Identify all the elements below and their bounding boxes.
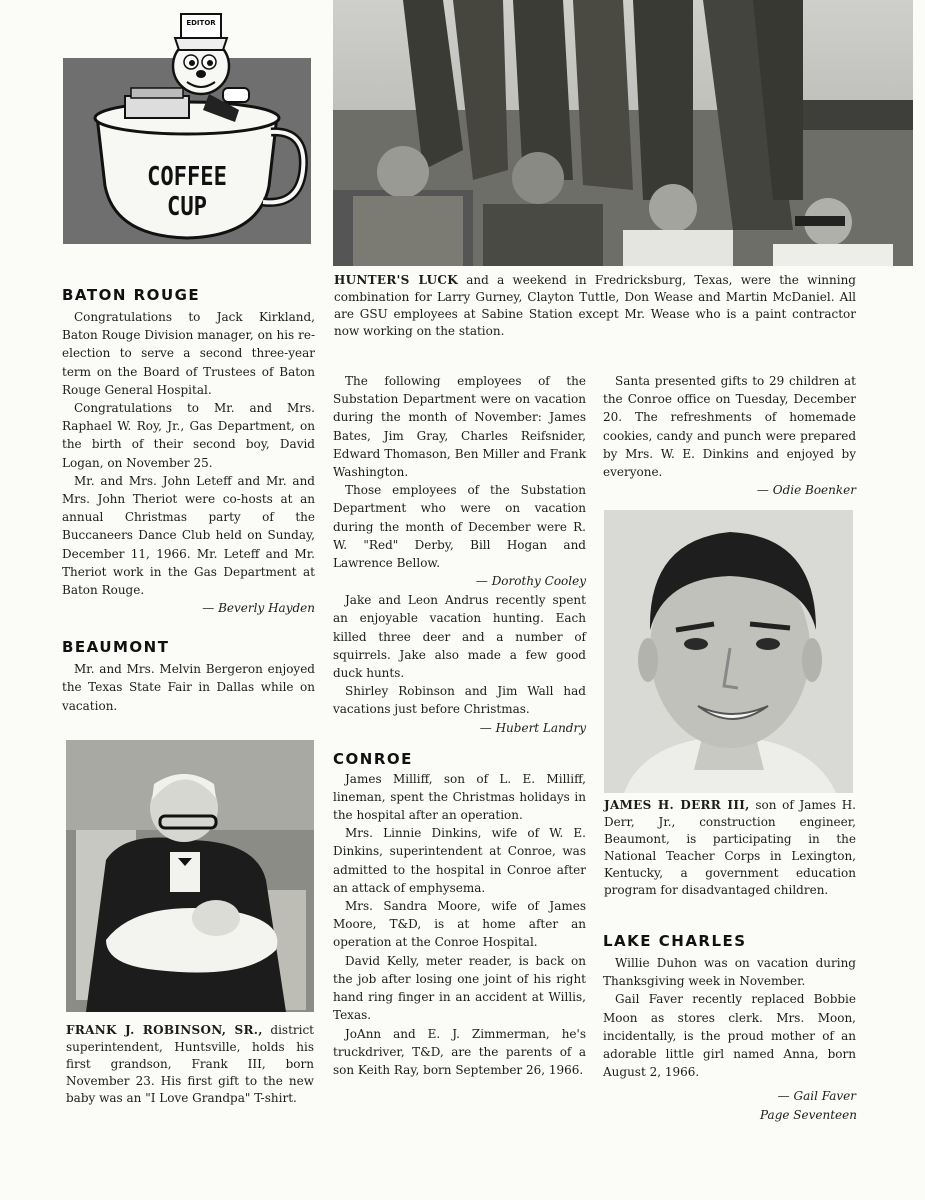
heading-lake-charles: LAKE CHARLES xyxy=(603,932,747,950)
substation-paragraph-1: The following employees of the Substation Department were on vacation during the month of November: James Bates, Jim Gray, Charles Reifsnider, Edward Thomason, Ben Miller and Frank Washington. xyxy=(333,374,586,480)
derr-portrait-photo xyxy=(604,510,853,793)
hunters-caption xyxy=(334,272,856,340)
hunters-caption-lead: HUNTER'S LUCK xyxy=(334,273,458,287)
derr-caption xyxy=(604,797,856,899)
conroe-paragraph-1: James Milliff, son of L. E. Milliff, lineman, spent the Christmas holidays in the hospital after an operation. xyxy=(333,771,586,823)
column-right xyxy=(603,372,856,500)
page-number: Page Seventeen xyxy=(760,1108,857,1122)
substation-paragraph-4: Shirley Robinson and Jim Wall had vacations just before Christmas. xyxy=(333,684,586,717)
logo-title xyxy=(119,162,255,222)
column-left xyxy=(62,286,315,715)
hunters-caption-text: and a weekend in Fredricksburg, Texas, were the winning combination for Larry Gurney, Clayton Tuttle, Don Wease and Martin McDaniel. All are GSU employees at Sabine Station except Mr. Wease who is a paint contractor now working on the station. xyxy=(334,273,856,338)
lake-charles-paragraph-1: Willie Duhon was on vacation during Thanksgiving week in November. xyxy=(603,956,856,989)
hunters-photo xyxy=(333,0,913,266)
lake-charles-signature: — Gail Faver xyxy=(777,1089,856,1104)
substation-paragraph-3: Jake and Leon Andrus recently spent an enjoyable vacation hunting. Each killed three deer and a number of squirrels. Jake also made a few good duck hunts. xyxy=(333,593,586,681)
baton-rouge-signature: — Beverly Hayden xyxy=(202,601,315,616)
column-middle xyxy=(333,372,586,1079)
baton-rouge-paragraph-3: Mr. and Mrs. John Leteff and Mr. and Mrs. John Theriot were co-hosts at an annual Christmas party of the Buccaneers Dance Club held on Sunday, December 11, 1966. Mr. Leteff and Mr. Theriot work in the Gas Department at Baton Rouge. xyxy=(62,473,315,598)
derr-caption-text: son of James H. Derr, Jr., construction engineer, Beaumont, is participating in the National Teacher Corps in Lexington, Kentucky, a government education program for disadvantaged children. xyxy=(604,798,856,897)
substation-signature-2: — Hubert Landry xyxy=(479,720,586,735)
conroe-paragraph-3: Mrs. Sandra Moore, wife of James Moore, T&D, is at home after an operation at the Conroe Hospital. xyxy=(333,899,586,950)
column-right-lower xyxy=(603,932,856,1106)
baton-rouge-paragraph-2: Congratulations to Mr. and Mrs. Raphael W. Roy, Jr., Gas Department, on the birth of their second boy, David Logan, on November 25. xyxy=(62,401,315,470)
heading-conroe: CONROE xyxy=(333,749,413,768)
robinson-photo xyxy=(66,740,314,1012)
santa-paragraph-1: Santa presented gifts to 29 children at the Conroe office on Tuesday, December 20. The refreshments of homemade cookies, candy and punch were prepared by Mrs. W. E. Dinkins and enjoyed by everyone. xyxy=(603,374,856,480)
santa-signature: — Odie Boenker xyxy=(756,483,856,498)
logo-hat-label: EDITOR xyxy=(186,19,216,27)
derr-caption-lead: JAMES H. DERR III, xyxy=(604,798,750,812)
heading-beaumont: BEAUMONT xyxy=(62,638,170,657)
robinson-caption-lead: FRANK J. ROBINSON, SR., xyxy=(66,1023,263,1037)
baton-rouge-paragraph-1: Congratulations to Jack Kirkland, Baton Rouge Division manager, on his re-election to serve a second three-year term on the Board of Trustees of Baton Rouge General Hospital. xyxy=(62,310,315,397)
heading-baton-rouge: BATON ROUGE xyxy=(62,286,201,304)
beaumont-paragraph-1: Mr. and Mrs. Melvin Bergeron enjoyed the Texas State Fair in Dallas while on vacation. xyxy=(62,662,315,713)
robinson-caption-text: district superintendent, Huntsville, holds his first grandson, Frank III, born November 23. His first gift to the new baby was an "I Love Grandpa" T-shirt. xyxy=(66,1023,315,1105)
conroe-paragraph-4: David Kelly, meter reader, is back on the job after losing one joint of his right hand ring finger in an accident at Willis, Texas. xyxy=(333,953,586,1023)
logo-title-line1: COFFEE xyxy=(147,162,227,192)
substation-signature-1: — Dorothy Cooley xyxy=(475,574,586,589)
lake-charles-paragraph-2: Gail Faver recently replaced Bobbie Moon as stores clerk. Mrs. Moon, incidentally, is the proud mother of an adorable little girl named Anna, born August 2, 1966. xyxy=(603,992,856,1080)
logo-title-line2: CUP xyxy=(167,192,207,222)
coffee-cup-logo xyxy=(63,10,311,244)
robinson-caption xyxy=(66,1022,314,1107)
conroe-paragraph-5: JoAnn and E. J. Zimmerman, he's truckdriver, T&D, are the parents of a son Keith Ray, born September 26, 1966. xyxy=(333,1026,586,1077)
conroe-paragraph-2: Mrs. Linnie Dinkins, wife of W. E. Dinkins, superintendent at Conroe, was admitted to the hospital in Conroe after an attack of emphysema. xyxy=(333,826,586,895)
substation-paragraph-2: Those employees of the Substation Department who were on vacation during the month of December were R. W. "Red" Derby, Bill Hogan and Lawrence Bellow. xyxy=(333,483,586,571)
